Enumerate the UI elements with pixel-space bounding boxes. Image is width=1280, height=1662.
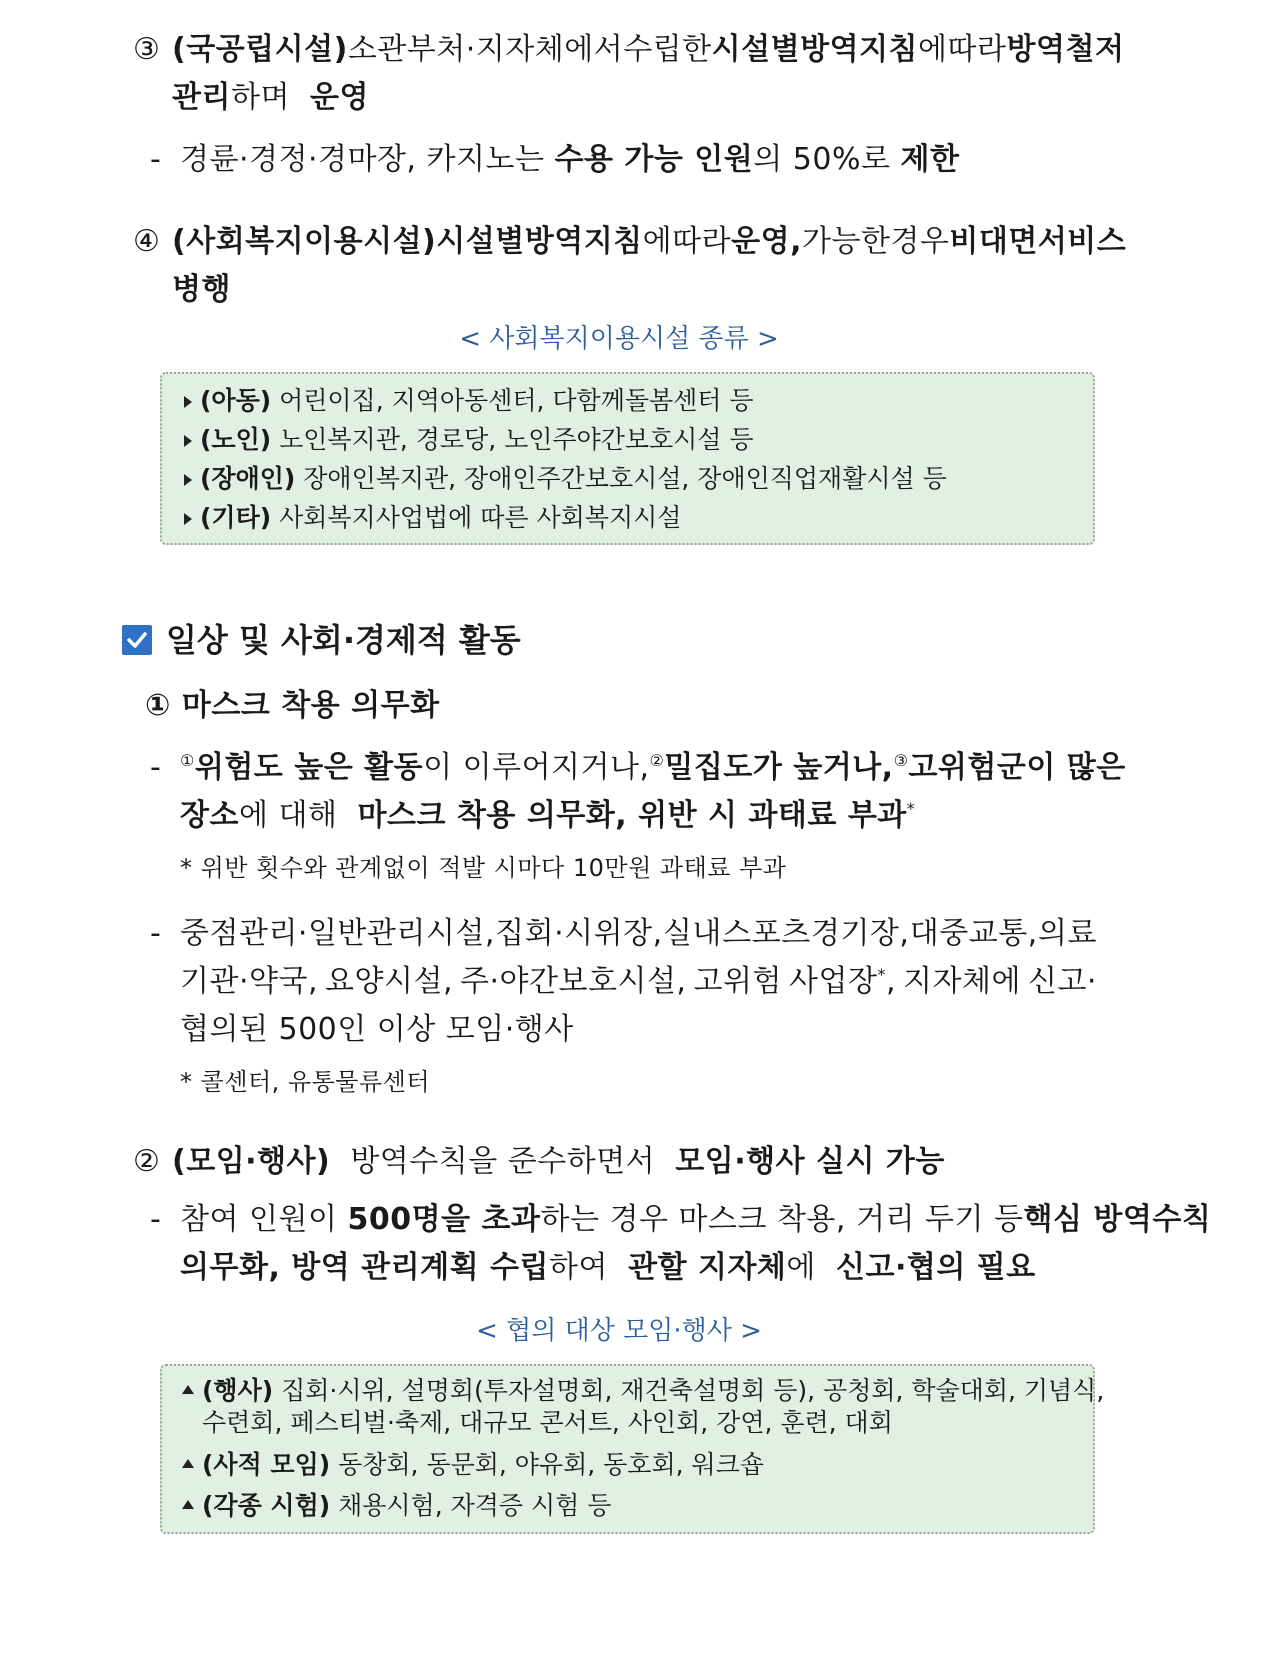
sub1-p1-seg: [894, 748, 1126, 788]
sub1-p2-word: 경기장,: [810, 916, 910, 951]
list-item-label: (사적 모임): [202, 1450, 331, 1479]
item3-word: 시설별: [711, 32, 801, 67]
sub2-line: [172, 1142, 945, 1182]
list-item-text: 어린이집, 지역아동센터, 다함께돌봄센터 등: [279, 386, 754, 415]
list-item-label: (장애인): [200, 464, 296, 493]
sub1-p1-line2: [180, 796, 915, 836]
sub2-bold: 500명을 초과: [347, 1202, 541, 1237]
item3-sub: [180, 140, 959, 180]
item3-word: 소관: [347, 32, 407, 67]
list-item-label: (각종 시험): [202, 1491, 331, 1520]
item4-word: 시설별: [436, 224, 525, 259]
sub2-seg: [180, 1200, 1023, 1240]
item3-word: (국공립시설): [172, 32, 348, 67]
item3-word: 방역: [800, 32, 860, 67]
item3-sub-bold: 수용 가능 인원: [554, 142, 754, 177]
sub1-p1-dash: -: [150, 750, 162, 785]
checkmark-icon: [125, 628, 149, 652]
sub1-p1-seg: [650, 748, 894, 788]
item4-word: 지침에: [583, 224, 673, 259]
sub1-p2-word: 중점관리·일반관리시설,: [180, 916, 495, 951]
list-item: [182, 1448, 764, 1482]
item3-word: 철저: [1065, 32, 1125, 67]
section-title: 일상 및 사회·경제적 활동: [166, 621, 521, 659]
sub2-caption: < 협의 대상 모임·행사 >: [476, 1316, 762, 1346]
sub2-text: 에: [786, 1250, 816, 1285]
sub1-p2-line2: [180, 962, 1097, 1002]
sub1-p2-word: 실내: [662, 916, 722, 951]
sub2-bold: 핵심 방역수칙: [1023, 1202, 1212, 1237]
item4-word: 따라: [672, 224, 732, 259]
sub1-p1-line1: [180, 748, 1126, 788]
item4-word: (사회복지이용시설): [172, 224, 437, 259]
item3-line1: [172, 30, 1125, 70]
list-item-continuation: 수련회, 페스티벌·축제, 대규모 콘서트, 사인회, 강연, 훈련, 대회: [202, 1408, 893, 1437]
sub1-text: 에 대해: [238, 798, 338, 833]
sub1-bold: 위험도 높은 활동: [194, 750, 424, 785]
sub2-text: 하는 경우 마스크 착용, 거리 두기 등: [540, 1202, 1024, 1237]
sub2-bold: 관할 지자체: [628, 1250, 787, 1285]
gathering-event-box: [160, 1364, 1105, 1534]
sub2-bold: 신고·협의 필요: [835, 1250, 1036, 1285]
item3-word: 부처·지자체에서: [406, 32, 624, 67]
superscript-2: ②: [649, 751, 665, 770]
sub2-text: 참여 인원이: [180, 1202, 338, 1237]
triangle-up-icon: [182, 1459, 194, 1468]
list-item-label: (노인): [200, 425, 272, 454]
list-item: [184, 462, 947, 496]
sub1-p2-word: 요양시설,: [325, 964, 453, 999]
triangle-right-icon: [184, 435, 192, 447]
sub1-p2-word: 의료: [1038, 916, 1097, 951]
sub2-l1: [180, 1200, 1212, 1240]
sub2-dash: -: [150, 1202, 162, 1237]
footnote-marker: *: [906, 799, 916, 818]
list-item-text: 집회·시위, 설명회(투자설명회, 재건축설명회 등), 공청회, 학술대회, 기념식,: [281, 1376, 1105, 1405]
list-item: [182, 1489, 611, 1523]
item3-line2: [172, 78, 369, 118]
sub1-p2-text: ,: [885, 964, 896, 999]
list-item: [184, 501, 681, 535]
item3-sub-text: 의 50%로: [753, 142, 891, 177]
item4-caption: < 사회복지이용시설 종류 >: [459, 324, 779, 354]
superscript-3: ③: [893, 751, 909, 770]
item4-word: 방역: [524, 224, 584, 259]
item3-word: 지침에: [859, 32, 948, 67]
item4-word: 비대면서비스: [949, 224, 1127, 259]
superscript-1: ①: [180, 751, 195, 770]
sub2-bold: 의무화, 방역 관리계획 수립: [180, 1250, 550, 1285]
item3-word: 수립한: [623, 32, 712, 67]
sub1-bold: 장소: [180, 798, 239, 833]
item3-marker: ③: [133, 32, 161, 67]
item4-word: 경우: [890, 224, 950, 259]
welfare-facility-box: [160, 372, 1095, 545]
item4-word: 운영,: [731, 224, 802, 259]
list-item-label: (행사): [202, 1376, 274, 1405]
sub1-p2-line1: [180, 914, 1097, 954]
sub1-note2: * 콜센터, 유통물류센터: [180, 1068, 431, 1096]
sub1-bold: 고위험군이 많은: [908, 750, 1126, 785]
sub1-p2-word: 주·야간보호시설,: [460, 964, 687, 999]
sub1-p2-text: 사업장: [788, 964, 878, 999]
list-item-text: 사회복지사업법에 따른 사회복지시설: [279, 503, 682, 532]
sub1-p1-seg: [180, 748, 650, 788]
item3-bold: 운영: [310, 80, 369, 115]
sub1-p2-line3: 협의된 500인 이상 모임·행사: [180, 1012, 574, 1047]
list-item-label: (아동): [200, 386, 272, 415]
triangle-up-icon: [182, 1500, 194, 1509]
list-item: [184, 423, 754, 457]
sub2-text: 방역수칙을 준수하면서: [350, 1144, 656, 1179]
sub2-bold: (모임·행사): [172, 1144, 331, 1179]
item4-line1: [172, 222, 1127, 262]
sub1-p2-word: [789, 962, 896, 1002]
triangle-right-icon: [184, 474, 192, 486]
item4-line2: 병행: [172, 272, 231, 307]
sub1-p2-word: 기관·약국,: [180, 964, 318, 999]
item3-sub-dash: -: [150, 142, 162, 177]
item4-marker: ④: [133, 224, 161, 259]
sub2-text: 하여: [549, 1250, 608, 1285]
item3-word: 따라: [947, 32, 1007, 67]
footnote-marker: *: [877, 965, 886, 984]
sub2-bold: 모임·행사 실시 가능: [675, 1144, 945, 1179]
sub1-p2-word: 지자체에: [903, 964, 1021, 999]
list-item: [184, 384, 754, 418]
list-item-text: 장애인복지관, 장애인주간보호시설, 장애인직업재활시설 등: [303, 464, 947, 493]
item3-sub-text: 경륜·경정·경마장, 카지노는: [180, 142, 545, 177]
triangle-up-icon: [182, 1385, 194, 1394]
list-item-label: (기타): [200, 503, 272, 532]
sub1-bold: 마스크 착용 의무화, 위반 시 과태료 부과: [357, 798, 907, 833]
list-item-text: 노인복지관, 경로당, 노인주야간보호시설 등: [279, 425, 754, 454]
item3-sub-bold: 제한: [900, 142, 960, 177]
triangle-right-icon: [184, 396, 192, 408]
checkbox-checked-icon: [122, 625, 152, 655]
list-item: [182, 1374, 1104, 1408]
triangle-right-icon: [184, 513, 192, 525]
list-item-text: 동창회, 동문회, 야유회, 동호회, 워크숍: [338, 1450, 764, 1479]
sub1-p2-word: 신고·: [1027, 964, 1097, 999]
sub1-text: 이 이루어지거나,: [423, 750, 650, 785]
item3-text: 하며: [230, 80, 290, 115]
sub1-heading: ① 마스크 착용 의무화: [145, 688, 440, 723]
item3-word: 방역: [1006, 32, 1066, 67]
sub1-p2-word: 고위험: [693, 964, 782, 999]
sub1-note1: * 위반 횟수와 관계없이 적발 시마다 10만원 과태료 부과: [180, 854, 787, 882]
sub1-bold: 밀집도가 높거나,: [664, 750, 894, 785]
sub2-l2: [180, 1248, 1036, 1288]
sub1-p2-word: 집회·시위장,: [495, 916, 663, 951]
item4-word: 가능한: [801, 224, 891, 259]
item3-bold: 관리: [172, 80, 231, 115]
sub1-p2-word: 대중교통,: [909, 916, 1038, 951]
sub1-p2-word: 스포츠: [722, 916, 811, 951]
sub1-p2-dash: -: [150, 916, 162, 951]
list-item-text: 채용시험, 자격증 시험 등: [338, 1491, 612, 1520]
sub2-marker: ②: [133, 1144, 161, 1179]
